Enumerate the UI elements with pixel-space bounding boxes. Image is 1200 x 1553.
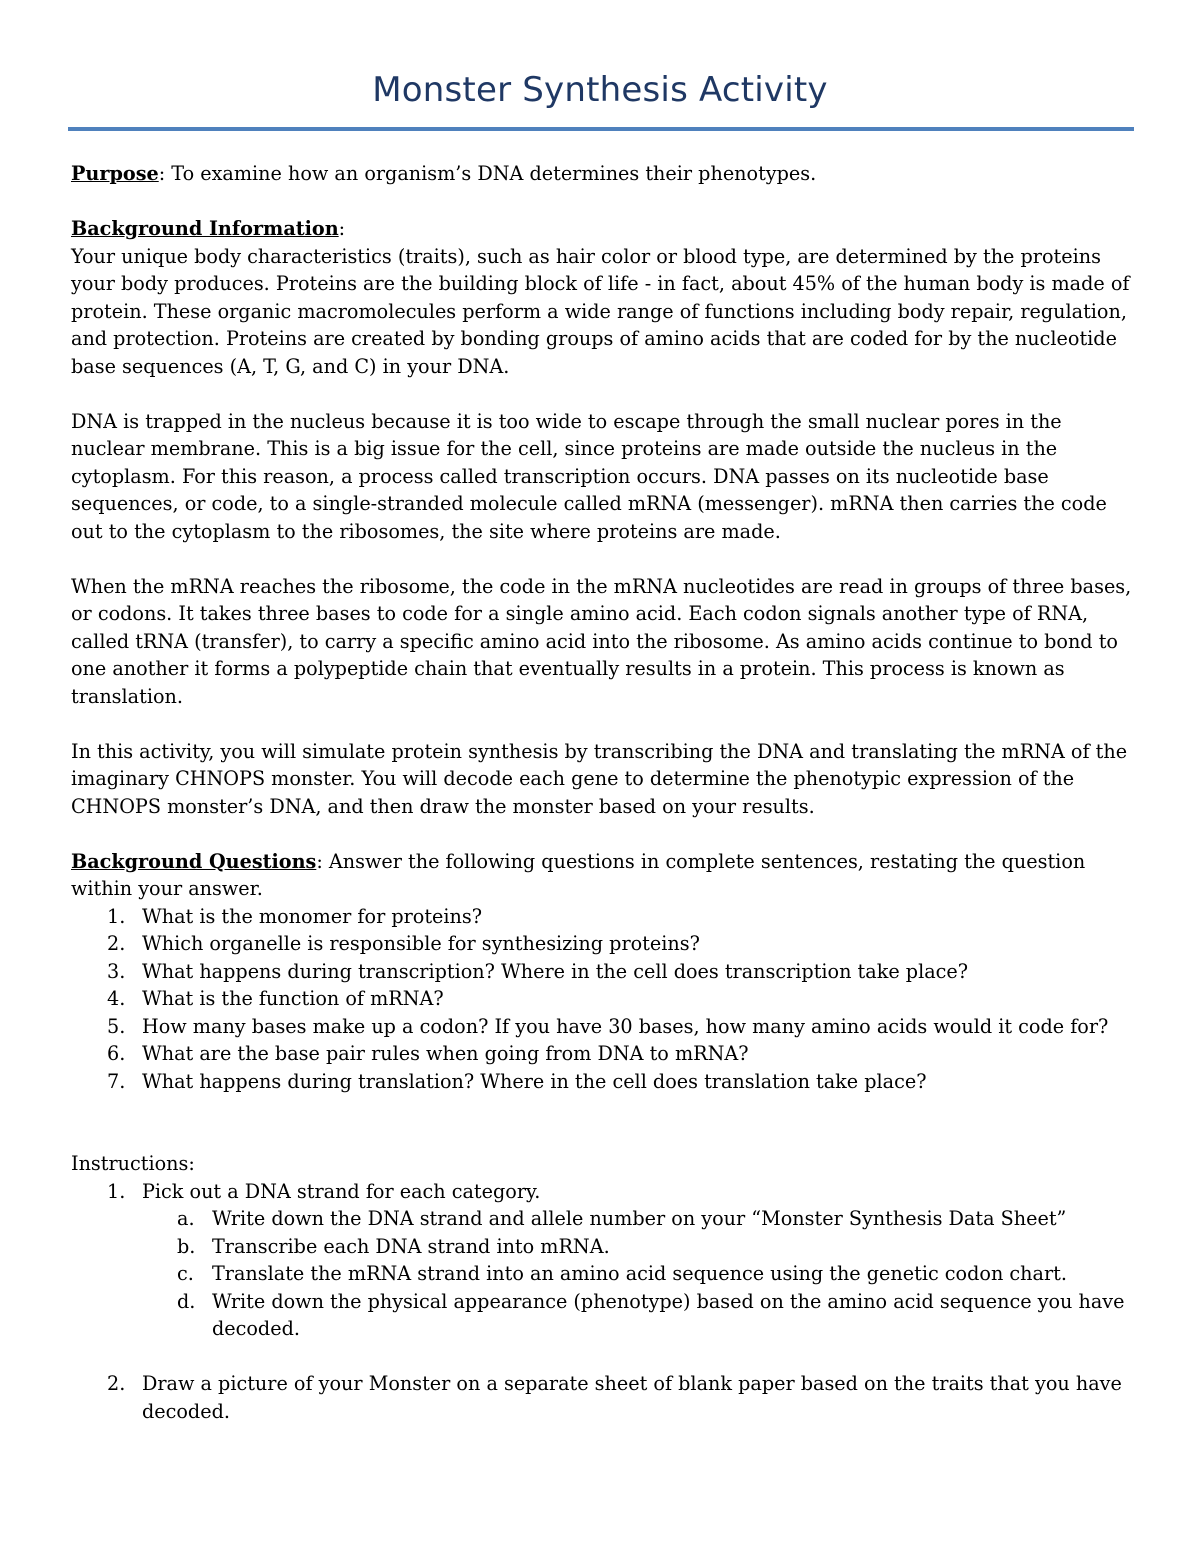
list-item-number: 6. [107,1042,126,1065]
list-item-text: What is the monomer for proteins? [142,904,483,928]
purpose-paragraph [71,160,1141,188]
list-item [71,1233,1141,1261]
list-item [71,1205,1141,1233]
list-item-number: 1. [107,904,126,928]
background-heading-colon: : [338,217,346,240]
list-item-text: Write down the DNA strand and allele number on your “Monster Synthesis Data Sheet” [212,1207,1067,1230]
list-item-text: Pick out a DNA strand for each category. [142,1179,541,1203]
background-heading-line [71,215,1141,243]
questions-list [71,903,1141,1096]
list-item-text: What happens during translation? Where in the cell does translation take place? [142,1069,927,1093]
list-item [71,1040,1141,1068]
list-item-text: Translate the mRNA strand into an amino acid sequence using the genetic codon chart. [212,1262,1067,1285]
document-body [71,160,1141,1425]
list-item [71,1013,1141,1041]
list-item-text: Draw a picture of your Monster on a separate sheet of blank paper based on the traits that you have decoded. [142,1372,1122,1423]
purpose-text: : To examine how an organism’s DNA determines their phenotypes. [158,162,817,185]
background-paragraph-2: DNA is trapped in the nucleus because it is too wide to escape through the small nuclear pores in the nuclear membrane. This is a big issue for the cell, since proteins are made outside the nucleus in the cytoplasm. For this reason, a process called transcription occurs. DNA passes on its nucleotide base sequences, or code, to a single-stranded molecule called mRNA (messenger). mRNA then carries the code out to the cytoplasm to the ribosomes, the site where proteins are made. [71,409,1107,543]
list-item-number: 4. [107,987,126,1010]
list-item-text: What happens during transcription? Where in the cell does transcription take place? [142,959,969,983]
list-item-letter: d. [177,1289,196,1313]
list-item [71,958,1141,986]
list-item [71,930,1141,958]
purpose-heading: Purpose [71,162,159,185]
list-item-text: Transcribe each DNA strand into mRNA. [212,1234,610,1258]
background-paragraph-3: When the mRNA reaches the ribosome, the code in the mRNA nucleotides are read in groups of three bases, or codons. It takes three bases to code for a single amino acid. Each codon signals another type of RNA, called tRNA (transfer), to carry a specific amino acid into the ribosome. As amino acids continue to bond to one another it forms a polypeptide chain that eventually results in a protein. This process is known as translation. [71,574,1132,708]
instructions-list-continued [71,1370,1141,1425]
page-title: Monster Synthesis Activity [372,70,828,110]
instructions-heading: Instructions: [71,1152,195,1175]
background-paragraph-1: Your unique body characteristics (traits), such as hair color or blood type, are determined by the proteins your body produces. Proteins are the building block of life - in fact, about 45% of the human body is made of protein. These organic macromolecules perform a wide range of functions including body repair, regulation, and protection. Proteins are created by bonding groups of amino acids that are coded for by the nucleotide base sequences (A, T, G, and C) in your DNA. [71,244,1130,378]
list-item-letter: a. [177,1207,195,1230]
list-item [71,903,1141,931]
background-paragraph-4: In this activity, you will simulate protein synthesis by transcribing the DNA and translating the mRNA of the imaginary CHNOPS monster. You will decode each gene to determine the phenotypic expression of the CHNOPS monster’s DNA, and then draw the monster based on your results. [71,739,1128,818]
list-item-letter: b. [177,1234,196,1258]
list-item-letter: c. [177,1262,194,1285]
list-item-number: 3. [107,959,126,983]
list-item-number: 2. [107,932,126,955]
list-item-number: 2. [107,1372,126,1395]
list-item [71,985,1141,1013]
list-item [71,1178,1141,1206]
list-item-text: Which organelle is responsible for synthesizing proteins? [142,932,700,955]
list-item [71,1288,1141,1343]
list-item [71,1370,1141,1425]
list-item-number: 7. [107,1069,126,1093]
questions-intro: : Answer the following questions in complete sentences, restating the question within your answer. [71,849,1086,900]
questions-intro-paragraph [71,848,1141,903]
background-heading: Background Information [71,217,339,240]
list-item-text: What are the base pair rules when going from DNA to mRNA? [142,1042,749,1065]
instructions-list [71,1178,1141,1343]
list-item-number: 1. [107,1179,126,1203]
list-item-text: What is the function of mRNA? [142,987,444,1010]
list-item [71,1260,1141,1288]
list-item-number: 5. [107,1014,126,1038]
list-item-text: Write down the physical appearance (phenotype) based on the amino acid sequence you have decoded. [212,1289,1125,1340]
title-underline-divider [68,127,1134,131]
questions-heading: Background Questions [71,849,317,873]
list-item-text: How many bases make up a codon? If you have 30 bases, how many amino acids would it code for? [142,1014,1109,1038]
list-item [71,1068,1141,1096]
